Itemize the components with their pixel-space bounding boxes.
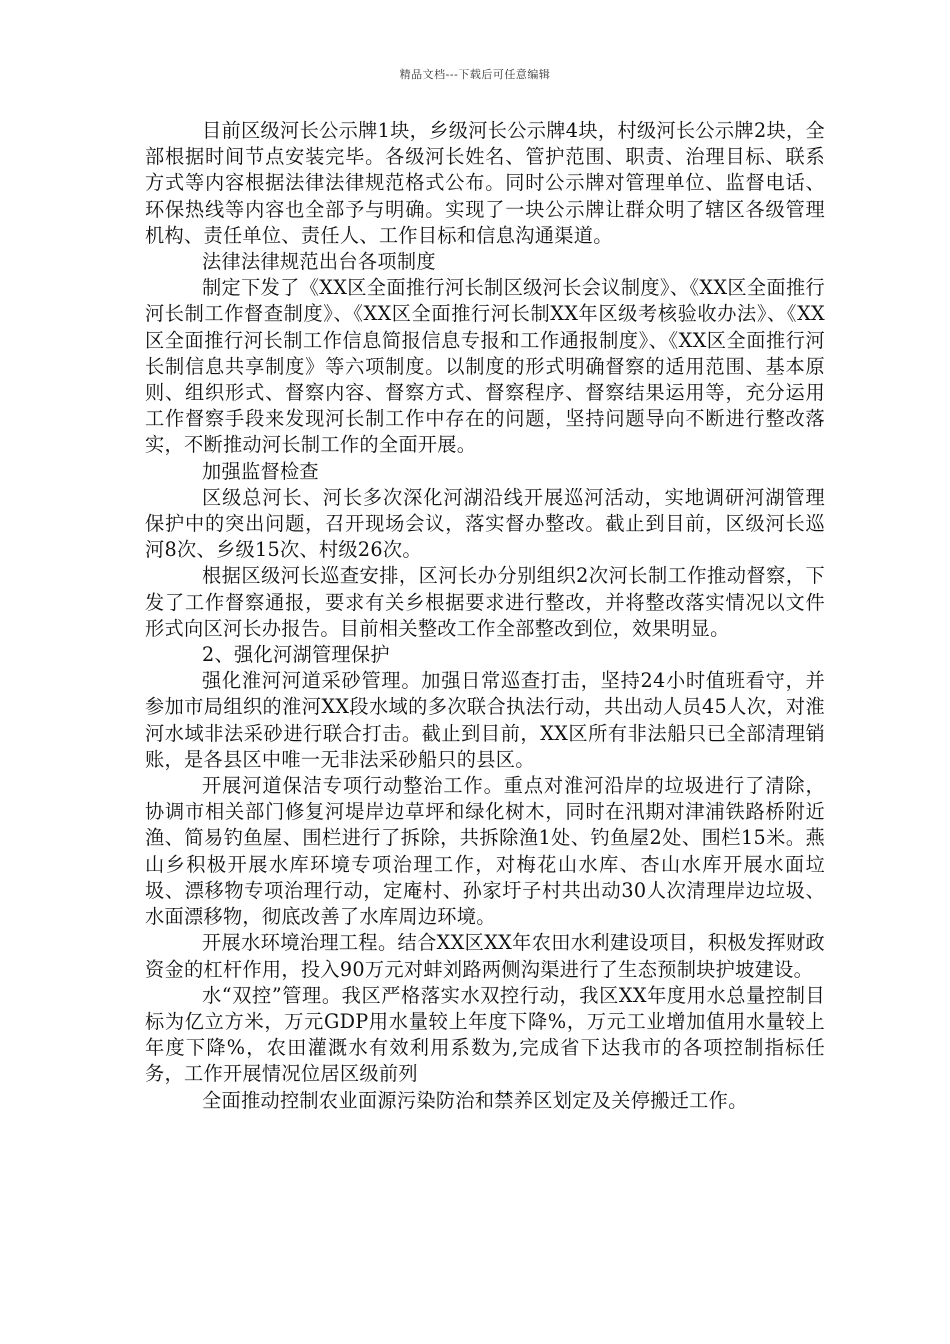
paragraph-patrol: 区级总河长、河长多次深化河湖沿线开展巡河活动，实地调研河湖管理保护中的突出问题，召开现场会议，落实督办整改。截止到目前，区级河长巡河8次、乡级15次、村级26次。: [145, 485, 825, 562]
paragraph-dual-control: 水“双控”管理。我区严格落实水双控行动，我区XX年度用水总量控制目标为亿立方米，万元GDP用水量较上年度下降%，万元工业增加值用水量较上年度下降%，农田灌溉水有效利用系数为,完成省下达我市的各项控制指标任务，工作开展情况位居区级前列: [145, 983, 825, 1086]
document-body: [145, 118, 825, 1114]
heading-regulations: 法律法律规范出台各项制度: [202, 250, 436, 274]
paragraph-water-environment: 开展水环境治理工程。结合XX区XX年农田水利建设项目，积极发挥财政资金的杠杆作用，投入90万元对蚌刘路两侧沟渠进行了生态预制块护坡建设。: [145, 931, 825, 981]
paragraph-regulations: 制定下发了《XX区全面推行河长制区级河长会议制度》、《XX区全面推行河长制工作督查制度》、《XX区全面推行河长制XX年区级考核验收办法》、《XX区全面推行河长制工作信息简报信息专报和工作通报制度》、《XX区全面推行河长制信息共享制度》等六项制度。以制度的形式明确督察的适用范围、基本原则、组织形式、督察内容、督察方式、督察程序、督察结果运用等，充分运用工作督察手段来发现河长制工作中存在的问题，坚持问题导向不断进行整改落实，不断推动河长制工作的全面开展。: [145, 276, 825, 457]
page-header: 精品文档---下载后可任意编辑: [399, 68, 551, 81]
heading-river-protection: 2、强化河湖管理保护: [202, 643, 390, 667]
heading-supervision: 加强监督检查: [202, 459, 319, 483]
paragraph-signboards: 目前区级河长公示牌1块，乡级河长公示牌4块，村级河长公示牌2块，全部根据时间节点安装完毕。各级河长姓名、管护范围、职责、治理目标、联系方式等内容根据法律法律规范格式公布。同时公示牌对管理单位、监督电话、环保热线等内容也全部予与明确。实现了一块公示牌让群众明了辖区各级管理机构、责任单位、责任人、工作目标和信息沟通渠道。: [145, 119, 825, 247]
paragraph-sand-mining: 强化淮河河道采砂管理。加强日常巡查打击，坚持24小时值班看守，并参加市局组织的淮河XX段水域的多次联合执法行动，共出动人员45人次，对淮河水域非法采砂进行联合打击。截止到目前，XX区所有非法船只已全部清理销账，是各县区中唯一无非法采砂船只的县区。: [145, 669, 825, 771]
paragraph-inspection: 根据区级河长巡查安排，区河长办分别组织2次河长制工作推动督察，下发了工作督察通报，要求有关乡根据要求进行整改，并将整改落实情况以文件形式向区河长办报告。目前相关整改工作全部整改到位，效果明显。: [145, 564, 825, 640]
paragraph-river-cleaning: 开展河道保洁专项行动整治工作。重点对淮河沿岸的垃圾进行了清除，协调市相关部门修复河堤岸边草坪和绿化树木，同时在汛期对津浦铁路桥附近渔、简易钓鱼屋、围栏进行了拆除，共拆除渔1处、钓鱼屋2处、围栏15米。燕山乡积极开展水库环境专项治理工作，对梅花山水库、杏山水库开展水面垃圾、漂移物专项治理行动，定庵村、孙家圩子村共出动30人次清理岸边垃圾、水面漂移物，彻底改善了水库周边环境。: [145, 774, 825, 929]
paragraph-pollution-control: 全面推动控制农业面源污染防治和禁养区划定及关停搬迁工作。: [202, 1088, 748, 1112]
